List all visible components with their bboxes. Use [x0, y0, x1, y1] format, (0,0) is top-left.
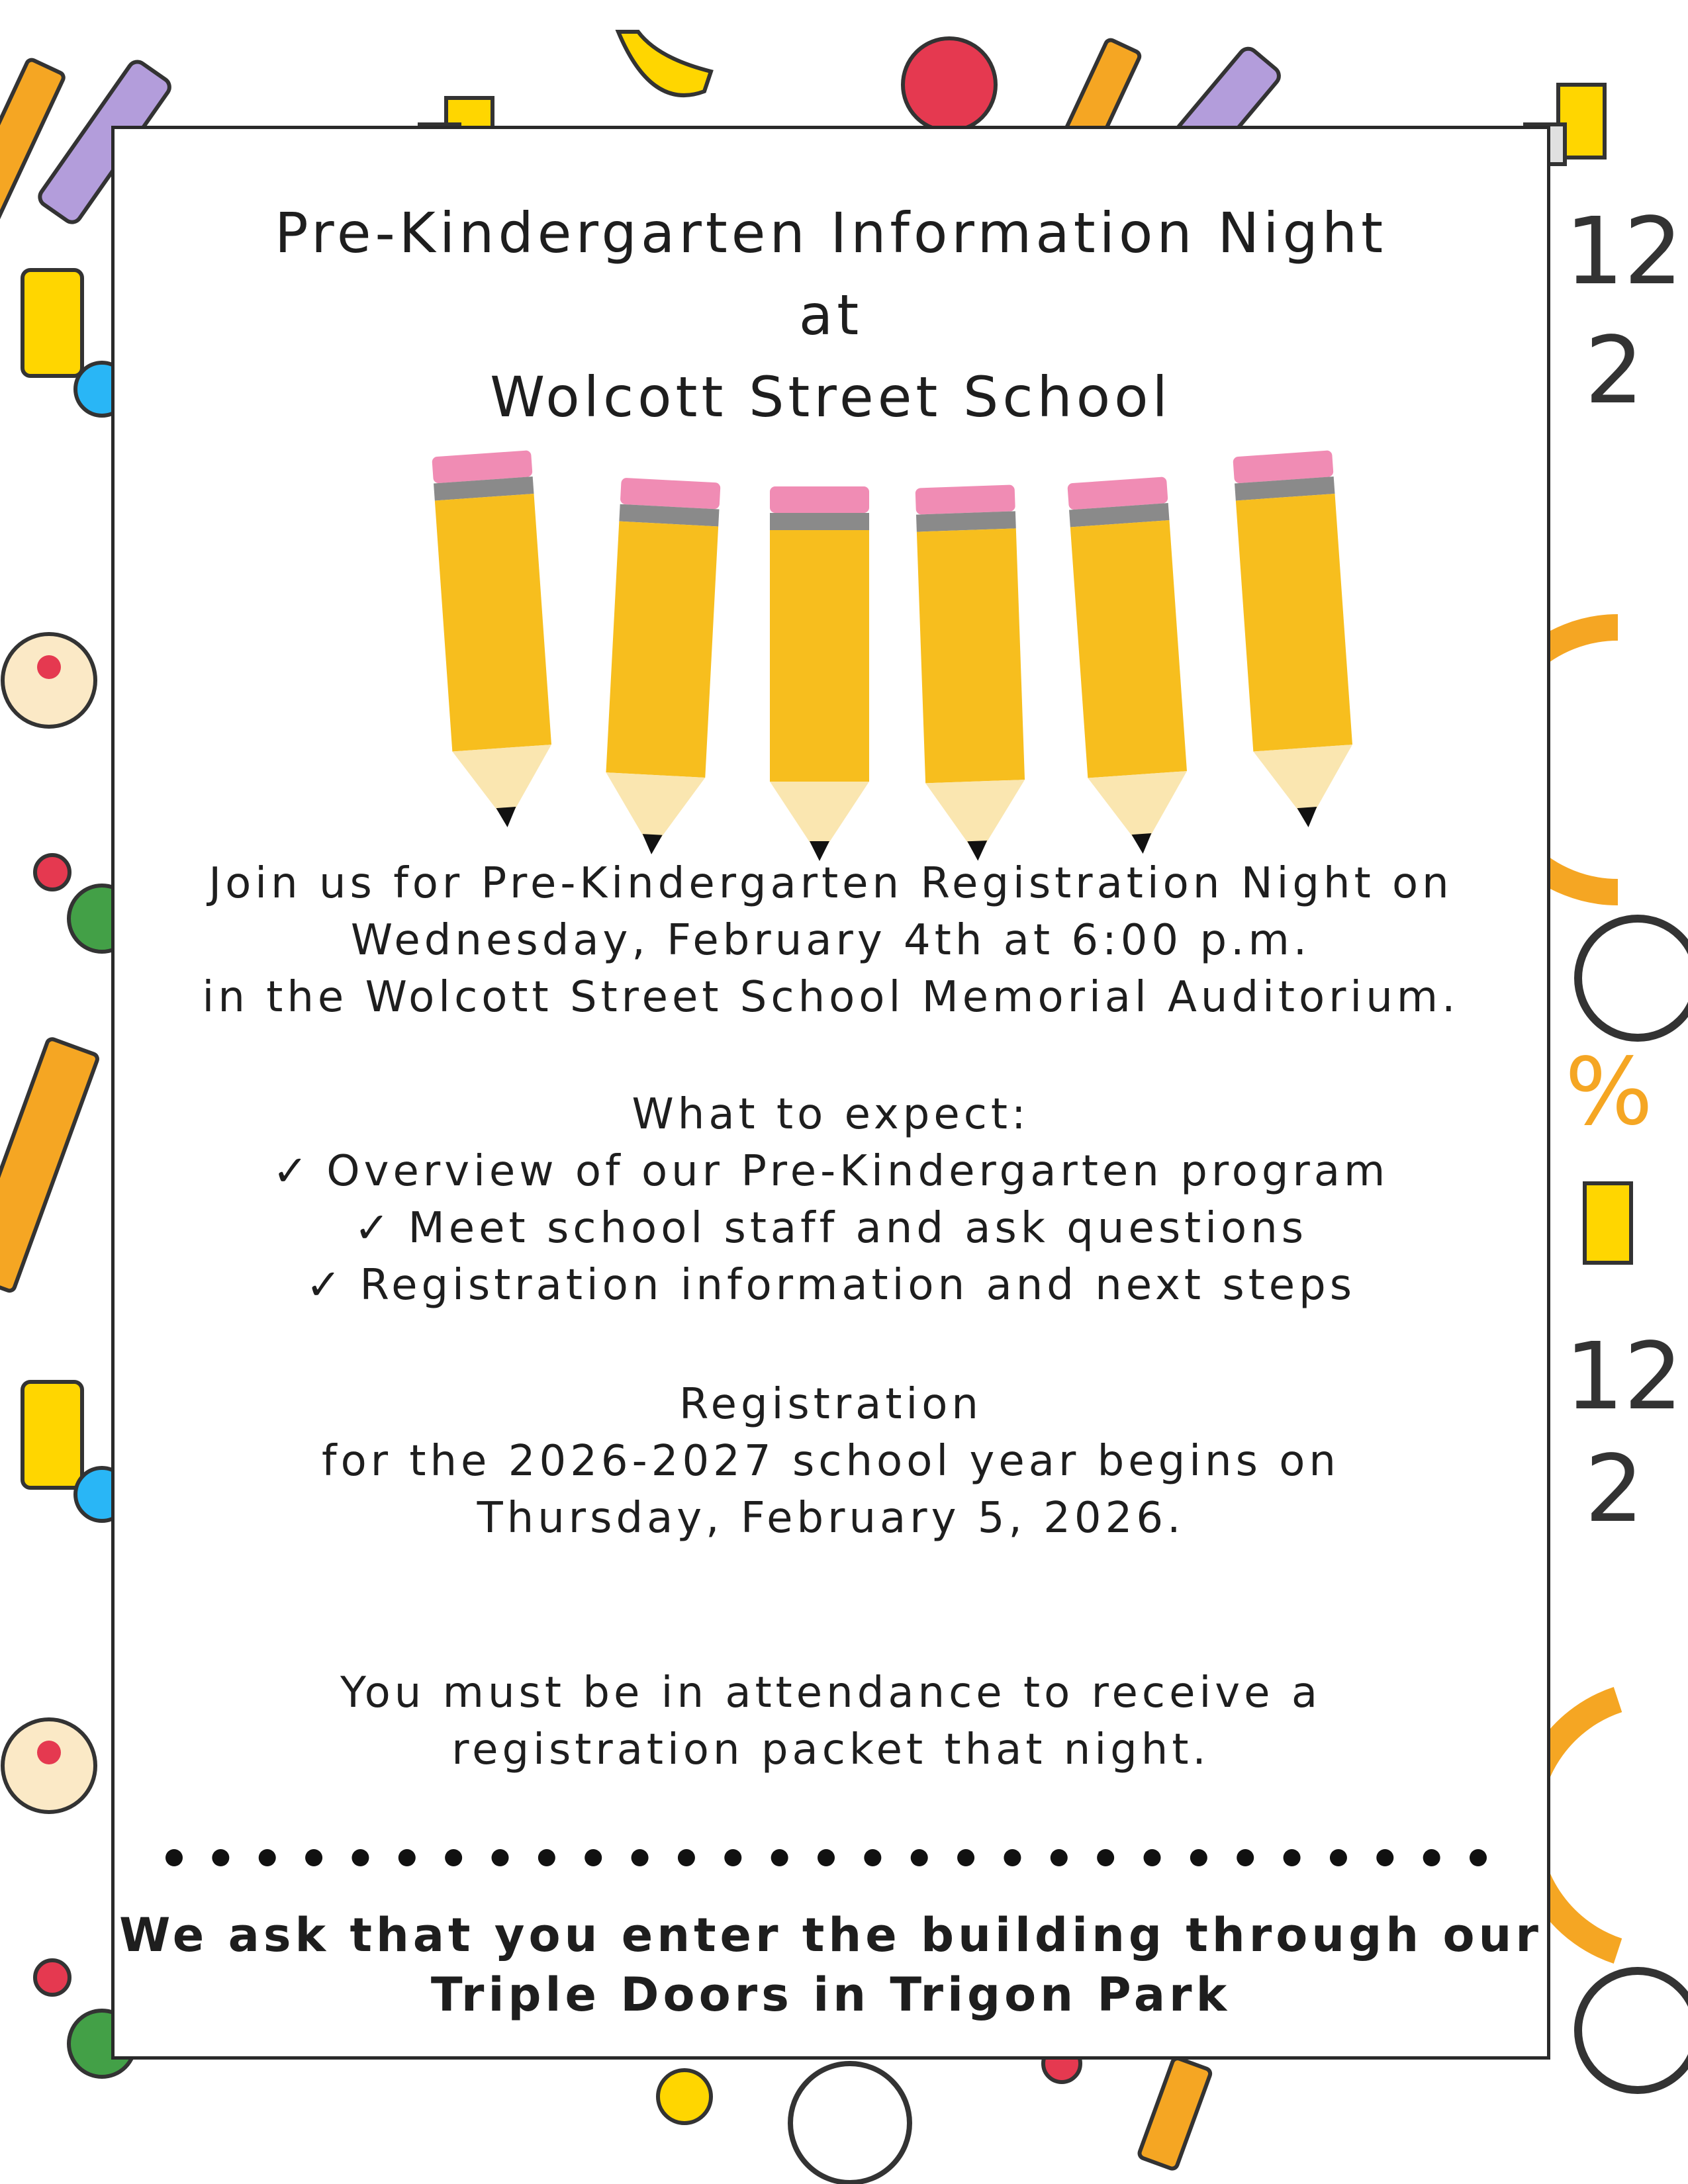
registration-line-1: Registration: [679, 1380, 982, 1429]
checkmark-icon: ✓: [353, 1204, 394, 1253]
pencil-icon: [770, 486, 869, 861]
join-line-2: Wednesday, February 4th at 6:00 p.m.: [350, 916, 1311, 965]
divider-dot: [1097, 1849, 1114, 1866]
magnifier-icon-2: [1578, 1971, 1688, 2090]
ruler-icon: [0, 58, 65, 267]
join-line-3: in the Wolcott Street School Memorial Auditorium.: [202, 973, 1460, 1022]
palette-icon: [3, 634, 95, 727]
divider-dot: [1144, 1849, 1161, 1866]
divider-dot: [259, 1849, 276, 1866]
pencil-icon: [602, 478, 720, 857]
registration-line-3: Thursday, February 5, 2026.: [477, 1494, 1185, 1543]
divider-dot: [1237, 1849, 1254, 1866]
divider-dot: [818, 1849, 835, 1866]
divider-dot: [352, 1849, 369, 1866]
checkmark-icon: ✓: [272, 1147, 312, 1196]
expect-item-text: Overview of our Pre-Kindergarten program: [326, 1147, 1389, 1196]
expect-item: [115, 1204, 1547, 1253]
expect-item-text: Registration information and next steps: [359, 1261, 1356, 1310]
entrance-line-2: Triple Doors in Trigon Park: [430, 1968, 1231, 2022]
svg-text:12: 12: [1565, 1323, 1683, 1431]
divider-dot: [399, 1849, 416, 1866]
bell-icon: [618, 32, 711, 95]
divider-dot: [492, 1849, 509, 1866]
expect-item-text: Meet school staff and ask questions: [408, 1204, 1308, 1253]
divider-dot: [911, 1849, 928, 1866]
glue-icon-3: [1585, 1183, 1631, 1263]
attendance-line-2: registration packet that night.: [451, 1725, 1210, 1774]
divider-dot: [585, 1849, 602, 1866]
palette-icon-2: [3, 1719, 95, 1812]
dotted-divider: [161, 1844, 1491, 1871]
pencils-illustration: [379, 447, 1412, 870]
pencil-icon: [432, 450, 557, 831]
divider-dot: [165, 1849, 183, 1866]
expect-heading: What to expect:: [632, 1090, 1030, 1139]
divider-dot: [1284, 1849, 1301, 1866]
join-line-1: Join us for Pre-Kindergarten Registration Night on: [209, 859, 1453, 908]
pencil-icon: [1233, 450, 1358, 831]
title-line-3: Wolcott Street School: [490, 365, 1172, 430]
attendance-line-1: You must be in attendance to receive a: [340, 1668, 1322, 1717]
svg-text:2: 2: [1585, 317, 1644, 425]
pencil-icon: [915, 484, 1028, 862]
percent-icon: [1565, 1038, 1653, 1146]
divider-dot: [864, 1849, 881, 1866]
fraction-icon: [1565, 198, 1683, 425]
flyer-card: [111, 126, 1550, 2060]
divider-dot: [445, 1849, 462, 1866]
ruler-icon-3: [0, 1038, 99, 1292]
divider-dot: [724, 1849, 741, 1866]
divider-dot: [957, 1849, 974, 1866]
divider-dot: [632, 1849, 649, 1866]
entrance-line-1: We ask that you enter the building through our: [119, 1908, 1542, 1962]
registration-line-2: for the 2026-2027 school year begins on: [322, 1437, 1340, 1486]
divider-dot: [1470, 1849, 1487, 1866]
expect-item: [115, 1147, 1547, 1196]
ball-icon: [790, 2064, 910, 2183]
pencil-icon: [1067, 477, 1192, 857]
divider-dot: [305, 1849, 322, 1866]
apple-icon: [903, 38, 996, 131]
divider-dot: [1051, 1849, 1068, 1866]
fraction-icon-2: [1565, 1323, 1683, 1543]
divider-dot: [1190, 1849, 1207, 1866]
divider-dot: [212, 1849, 229, 1866]
title-line-2: at: [798, 283, 863, 347]
magnifier-icon: [1578, 919, 1688, 1038]
divider-dot: [678, 1849, 695, 1866]
divider-dot: [538, 1849, 555, 1866]
divider-dot: [1004, 1849, 1021, 1866]
ruler-icon-4: [1138, 2057, 1211, 2170]
divider-dot: [771, 1849, 788, 1866]
svg-text:12: 12: [1565, 198, 1683, 306]
checkmark-icon: ✓: [305, 1261, 346, 1310]
svg-text:2: 2: [1585, 1435, 1644, 1543]
title-line-1: Pre-Kindergarten Information Night: [274, 201, 1387, 265]
divider-dot: [1330, 1849, 1347, 1866]
expect-item: [115, 1261, 1547, 1310]
divider-dot: [1423, 1849, 1440, 1866]
divider-dot: [1376, 1849, 1393, 1866]
lamp-icon: [658, 2070, 711, 2123]
svg-text:%: %: [1565, 1038, 1654, 1146]
